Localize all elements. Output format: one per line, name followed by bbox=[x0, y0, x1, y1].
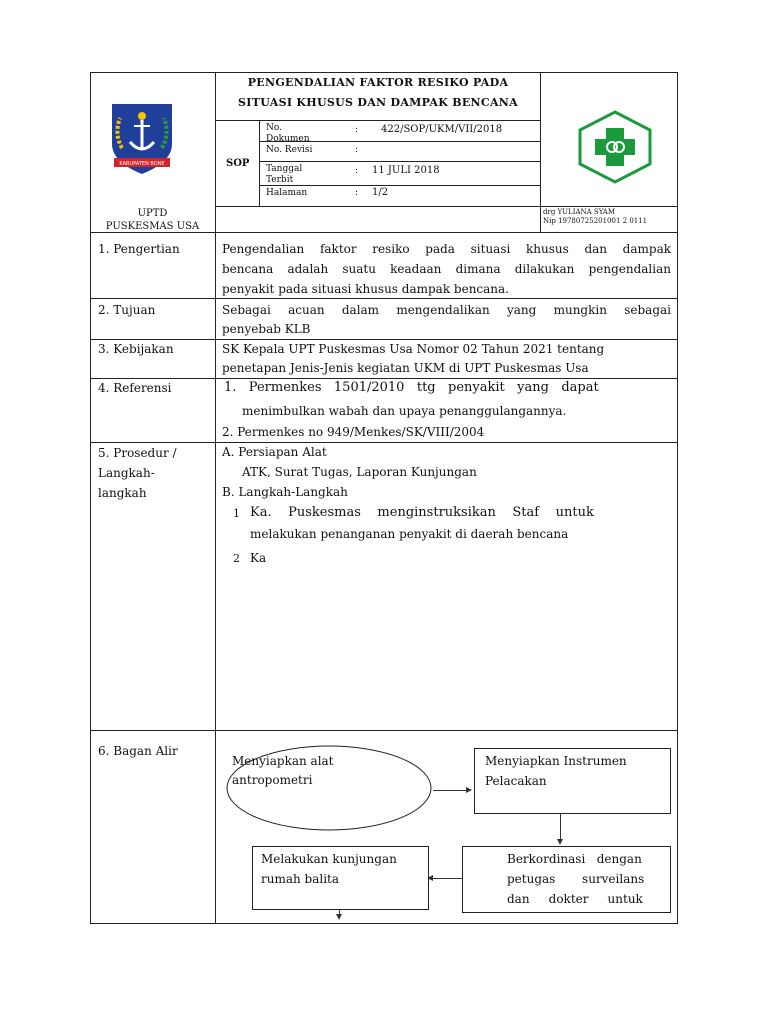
arrowhead-down-icon bbox=[336, 914, 342, 920]
signer-block bbox=[543, 208, 647, 226]
step-2-number: 2 bbox=[233, 552, 240, 565]
referensi-item-1-cont: menimbulkan wabah dan upaya penanggulangannya. bbox=[242, 404, 567, 418]
field-sep: : bbox=[355, 145, 359, 155]
section-label-kebijakan: 3. Kebijakan bbox=[98, 342, 174, 356]
flow-node-4-line-1: Melakukan kunjungan bbox=[261, 852, 397, 866]
regency-emblem-logo bbox=[100, 96, 184, 180]
flow-arrow-2-to-3 bbox=[560, 813, 561, 840]
flow-node-3-line-3: dan dokter untuk bbox=[507, 892, 643, 906]
sop-divider bbox=[259, 120, 260, 206]
flow-arrow-1-to-2 bbox=[433, 790, 466, 791]
flow-node-menyiapkan-instrumen bbox=[474, 748, 671, 814]
pengertian-line-1: Pengendalian faktor resiko pada situasi khusus dan dampak bbox=[222, 242, 671, 256]
field-value-halaman: 1/2 bbox=[372, 187, 389, 198]
flow-node-menyiapkan-alat bbox=[223, 740, 463, 838]
tujuan-line-1: Sebagai acuan dalam mengendalikan yang mungkin sebagai bbox=[222, 303, 671, 317]
organization-name: UPTD PUSKESMAS USA bbox=[105, 208, 200, 232]
field-sep: : bbox=[355, 188, 359, 198]
field-label-no-dokumen: No. Dokumen bbox=[266, 123, 310, 144]
field-line-2 bbox=[259, 161, 540, 162]
label-column-divider bbox=[215, 72, 216, 924]
section-label-bagan-alir: 6. Bagan Alir bbox=[98, 744, 178, 758]
kebijakan-line-2: penetapan Jenis-Jenis kegiatan UKM di UPT Puskesmas Usa bbox=[222, 361, 589, 375]
signer-nip: Nip 19780725201001 2 0111 bbox=[543, 217, 648, 225]
tujuan-line-2: penyebab KLB bbox=[222, 322, 311, 336]
sec-line-4 bbox=[90, 442, 678, 443]
flow-node-3-line-2: petugas surveilans bbox=[507, 872, 645, 886]
prosedur-a-item: ATK, Surat Tugas, Laporan Kunjungan bbox=[242, 465, 477, 479]
field-value-tanggal-terbit: 11 JULI 2018 bbox=[372, 165, 440, 176]
frame-left bbox=[90, 72, 91, 924]
frame-bottom bbox=[90, 923, 678, 924]
signer-name: drg YULIANA SYAM bbox=[543, 208, 616, 216]
arrowhead-down-icon bbox=[557, 839, 563, 845]
header-right-divider bbox=[540, 72, 541, 232]
flow-node-1-line-1: Menyiapkan alat bbox=[232, 754, 334, 768]
flow-arrow-3-to-4 bbox=[433, 878, 462, 879]
section-label-prosedur: 5. Prosedur / Langkah- langkah bbox=[98, 446, 177, 500]
arrowhead-right-icon bbox=[466, 787, 472, 793]
document-title-line2: SITUASI KHUSUS DAN DAMPAK BENCANA bbox=[238, 96, 518, 109]
document-title-line1: PENGENDALIAN FAKTOR RESIKO PADA bbox=[247, 76, 509, 89]
sop-label: SOP bbox=[226, 158, 250, 169]
prosedur-a-title: A. Persiapan Alat bbox=[222, 445, 327, 459]
field-value-no-dokumen: 422/SOP/UKM/VII/2018 bbox=[381, 124, 503, 135]
sec-line-5 bbox=[90, 730, 678, 731]
header-mid-line bbox=[216, 206, 677, 207]
referensi-item-2: 2. Permenkes no 949/Menkes/SK/VIII/2004 bbox=[222, 425, 485, 439]
title-bottom-line bbox=[216, 120, 540, 121]
frame-top bbox=[90, 72, 678, 73]
field-label-tanggal-terbit: Tanggal Terbit bbox=[266, 164, 303, 185]
flow-node-1-line-2: antropometri bbox=[232, 773, 313, 787]
field-sep: : bbox=[355, 166, 359, 176]
step-1-line-2: melakukan penanganan penyakit di daerah bencana bbox=[250, 527, 569, 541]
flow-node-4-line-2: rumah balita bbox=[261, 872, 340, 886]
frame-right bbox=[677, 72, 678, 924]
step-1-number: 1 bbox=[233, 507, 240, 520]
field-sep: : bbox=[355, 125, 359, 135]
step-1-line-1: Ka. Puskesmas menginstruksikan Staf untuk bbox=[250, 505, 594, 520]
field-label-no-revisi: No. Revisi bbox=[266, 145, 313, 155]
step-2-text: Ka bbox=[250, 551, 267, 565]
puskesmas-logo bbox=[576, 110, 654, 184]
flow-node-kunjungan-rumah bbox=[252, 846, 429, 910]
prosedur-b-title: B. Langkah-Langkah bbox=[222, 485, 348, 499]
flow-node-3-line-1: Berkordinasi dengan bbox=[507, 852, 642, 866]
flow-node-2-line-1: Menyiapkan Instrumen bbox=[485, 754, 627, 768]
section-label-pengertian: 1. Pengertian bbox=[98, 242, 180, 256]
pengertian-line-2: bencana adalah suatu keadaan dimana dilakukan pengendalian bbox=[222, 262, 671, 276]
section-label-tujuan: 2. Tujuan bbox=[98, 303, 156, 317]
referensi-item-1: 1. Permenkes 1501/2010 ttg penyakit yang dapat bbox=[224, 380, 599, 395]
flow-node-berkordinasi bbox=[462, 846, 671, 913]
kebijakan-line-1: SK Kepala UPT Puskesmas Usa Nomor 02 Tahun 2021 tentang bbox=[222, 342, 605, 356]
field-label-halaman: Halaman bbox=[266, 188, 308, 198]
svg-text:KABUPATEN BONE: KABUPATEN BONE bbox=[119, 161, 165, 167]
pengertian-line-3: penyakit pada situasi khusus dampak bencana. bbox=[222, 282, 509, 296]
flow-node-2-line-2: Pelacakan bbox=[485, 774, 547, 788]
section-label-referensi: 4. Referensi bbox=[98, 381, 172, 395]
